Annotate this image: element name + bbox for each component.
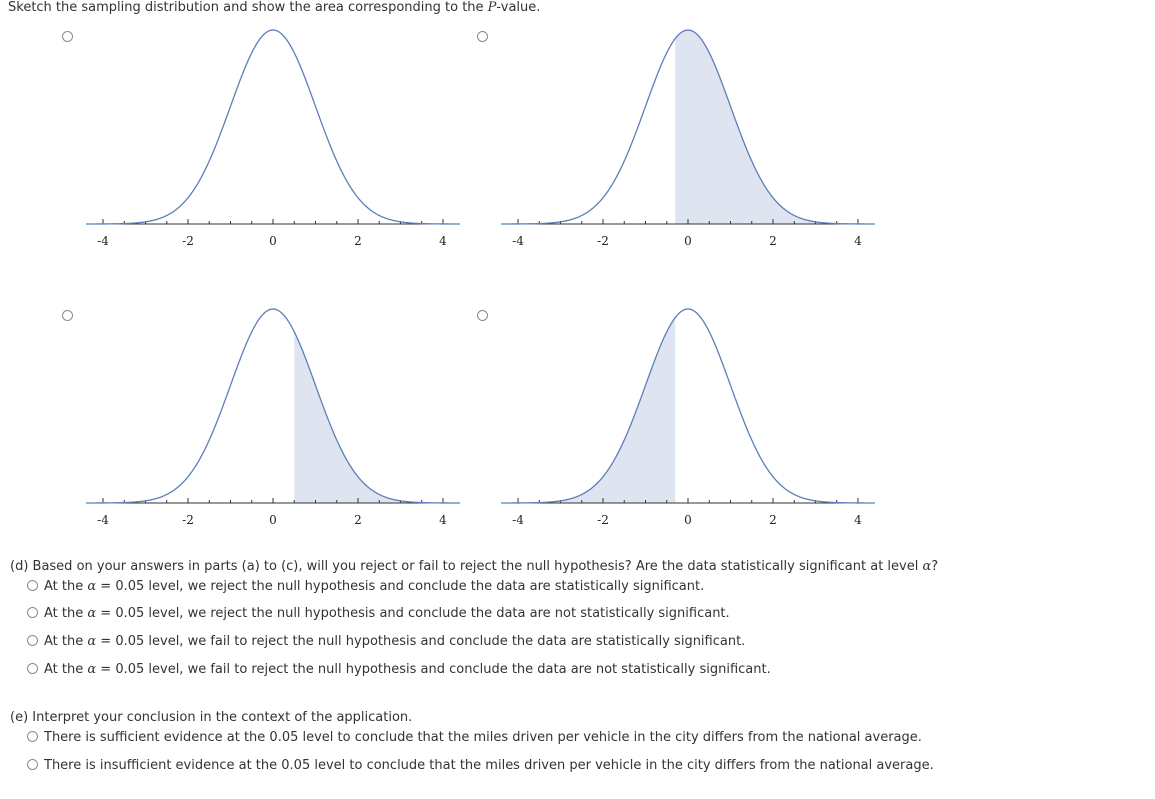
x-tick-label: 2 (769, 234, 777, 248)
normal-curve-plot-1 (76, 20, 447, 250)
normal-curve-plot-3 (76, 299, 447, 529)
part-e-option-2[interactable]: There is insufficient evidence at the 0.05 level to conclude that the miles driven per vehicle in the city differs from the national average. (27, 758, 934, 773)
part-d-option-3[interactable]: At the α = 0.05 level, we fail to reject the null hypothesis and conclude the data are statistically significant. (27, 634, 745, 649)
instruction-text: Sketch the sampling distribution and show the area corresponding to the P-value. (8, 0, 541, 15)
x-tick-label: 4 (854, 234, 862, 248)
plot-option-2-radio[interactable] (477, 31, 488, 42)
x-tick-label: -4 (512, 234, 524, 248)
part-d-question: (d) Based on your answers in parts (a) to (c), will you reject or fail to reject the null hypothesis? Are the data statistically significant at level α? (10, 559, 939, 574)
normal-curve-plot-2 (491, 20, 862, 250)
plot-option-3[interactable] (62, 299, 462, 529)
plot-option-1-radio[interactable] (62, 31, 73, 42)
x-tick-label: 4 (439, 513, 447, 527)
part-e-option-1[interactable]: There is sufficient evidence at the 0.05 level to conclude that the miles driven per vehicle in the city differs from the national average. (27, 730, 922, 745)
x-tick-label: 4 (439, 234, 447, 248)
x-tick-label: 0 (269, 234, 277, 248)
x-tick-label: 4 (854, 513, 862, 527)
part-d-option-1[interactable]: At the α = 0.05 level, we reject the null hypothesis and conclude the data are statistically significant. (27, 579, 704, 594)
x-tick-label: -4 (512, 513, 524, 527)
part-d-option-2[interactable]: At the α = 0.05 level, we reject the null hypothesis and conclude the data are not statistically significant. (27, 606, 730, 621)
alpha-symbol: α (922, 559, 932, 574)
radio-button[interactable] (27, 580, 38, 591)
x-tick-label: -2 (182, 513, 194, 527)
x-tick-label: -2 (597, 513, 609, 527)
plot-option-3-radio[interactable] (62, 310, 73, 321)
x-tick-label: 2 (769, 513, 777, 527)
plot-option-4-radio[interactable] (477, 310, 488, 321)
x-tick-label: -2 (182, 234, 194, 248)
x-tick-label: -2 (597, 234, 609, 248)
radio-button[interactable] (27, 663, 38, 674)
x-tick-label: 0 (269, 513, 277, 527)
normal-curve (501, 309, 875, 503)
plot-option-2[interactable] (477, 20, 877, 250)
normal-curve-plot-4 (491, 299, 862, 529)
shaded-area (294, 332, 460, 503)
x-tick-label: 0 (684, 234, 692, 248)
plot-option-4[interactable] (477, 299, 877, 529)
plot-option-1[interactable] (62, 20, 462, 250)
normal-curve (86, 309, 460, 503)
part-d-option-4[interactable]: At the α = 0.05 level, we fail to reject the null hypothesis and conclude the data are not statistically significant. (27, 662, 771, 677)
radio-button[interactable] (27, 635, 38, 646)
x-tick-label: -4 (97, 234, 109, 248)
x-tick-label: 0 (684, 513, 692, 527)
pvalue-symbol: P (487, 0, 497, 15)
radio-button[interactable] (27, 759, 38, 770)
radio-button[interactable] (27, 607, 38, 618)
normal-curve (86, 30, 460, 224)
x-tick-label: -4 (97, 513, 109, 527)
radio-button[interactable] (27, 731, 38, 742)
x-tick-label: 2 (354, 513, 362, 527)
shaded-area (501, 318, 675, 503)
shaded-area (675, 30, 875, 224)
x-tick-label: 2 (354, 234, 362, 248)
part-e-question: (e) Interpret your conclusion in the context of the application. (10, 710, 413, 725)
